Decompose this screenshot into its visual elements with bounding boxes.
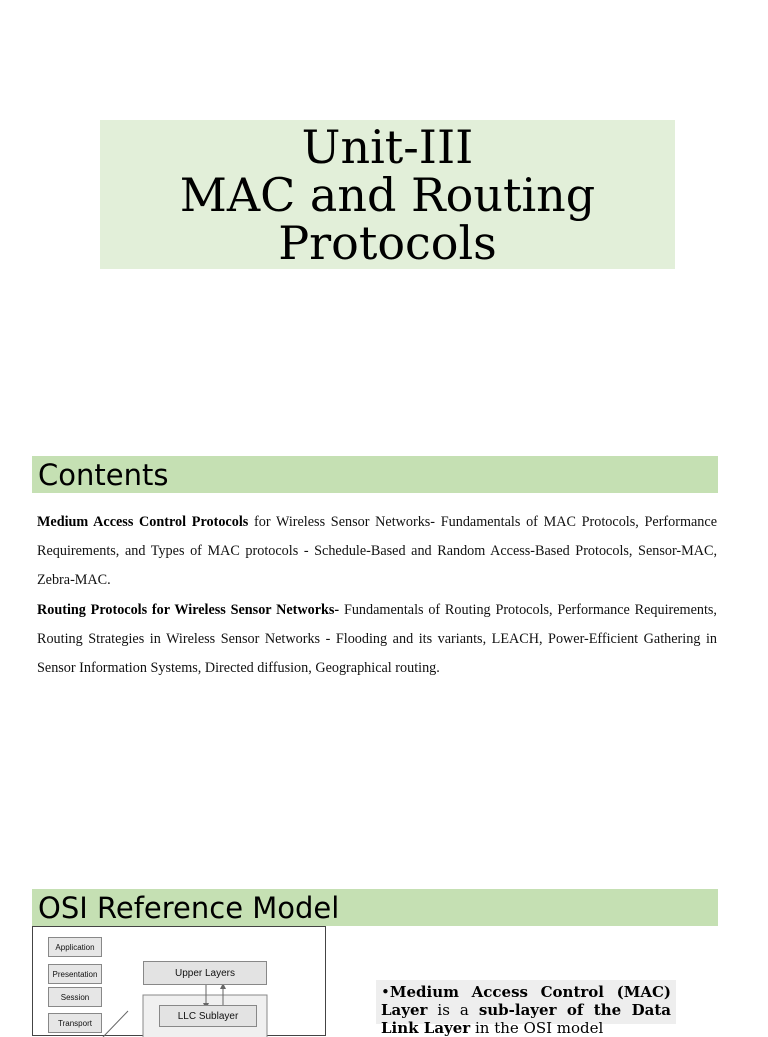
contents-body bbox=[37, 508, 717, 683]
title-line-protocols: Protocols bbox=[278, 215, 497, 270]
contents-mac-bold: Medium Access Control Protocols bbox=[37, 514, 249, 530]
contents-routing-text: Fundamentals of Routing Protocols, Performance Requirements, Routing Strategies in Wireless Sensor Networks - Flooding and its variants, LEACH, Power-Efficient Gathering in Sensor Information Systems, Directed diffusion, Geographical routing. bbox=[37, 601, 717, 677]
contents-routing-bold: Routing Protocols for Wireless Sensor Networks- bbox=[37, 601, 340, 618]
mac-note-text-1: is a bbox=[427, 1001, 479, 1019]
contents-paragraph-routing bbox=[37, 596, 717, 684]
title-line-mac-routing: MAC and Routing bbox=[179, 167, 596, 222]
mac-note-bold-2: sub-layer of the Data Link Layer bbox=[381, 1001, 671, 1037]
osi-layer-transport: Transport bbox=[48, 1013, 102, 1033]
contents-paragraph-mac bbox=[37, 508, 717, 596]
osi-llc-sublayer: LLC Sublayer bbox=[159, 1005, 257, 1027]
mac-note-bold-1: Medium Access Control (MAC) Layer bbox=[381, 983, 671, 1019]
osi-layer-application: Application bbox=[48, 937, 102, 957]
osi-diagram bbox=[32, 926, 326, 1036]
osi-layer-presentation: Presentation bbox=[48, 964, 102, 984]
mac-note-bullet: • bbox=[381, 983, 390, 1001]
title-line-unit: Unit-III bbox=[301, 119, 474, 174]
osi-layer-session: Session bbox=[48, 987, 102, 1007]
mac-note-text-2: in the OSI model bbox=[470, 1019, 604, 1037]
mac-layer-note bbox=[376, 980, 676, 1037]
osi-heading: OSI Reference Model bbox=[32, 889, 718, 926]
osi-upper-layers: Upper Layers bbox=[143, 961, 267, 985]
contents-heading: Contents bbox=[32, 456, 718, 493]
contents-mac-text: for Wireless Sensor Networks- Fundamentals of MAC Protocols, Performance Requirements, and Types of MAC protocols - Schedule-Based and Random Access-Based Protocols, Sensor-MAC, Zebra-MAC. bbox=[37, 514, 717, 589]
title-box bbox=[100, 120, 675, 269]
